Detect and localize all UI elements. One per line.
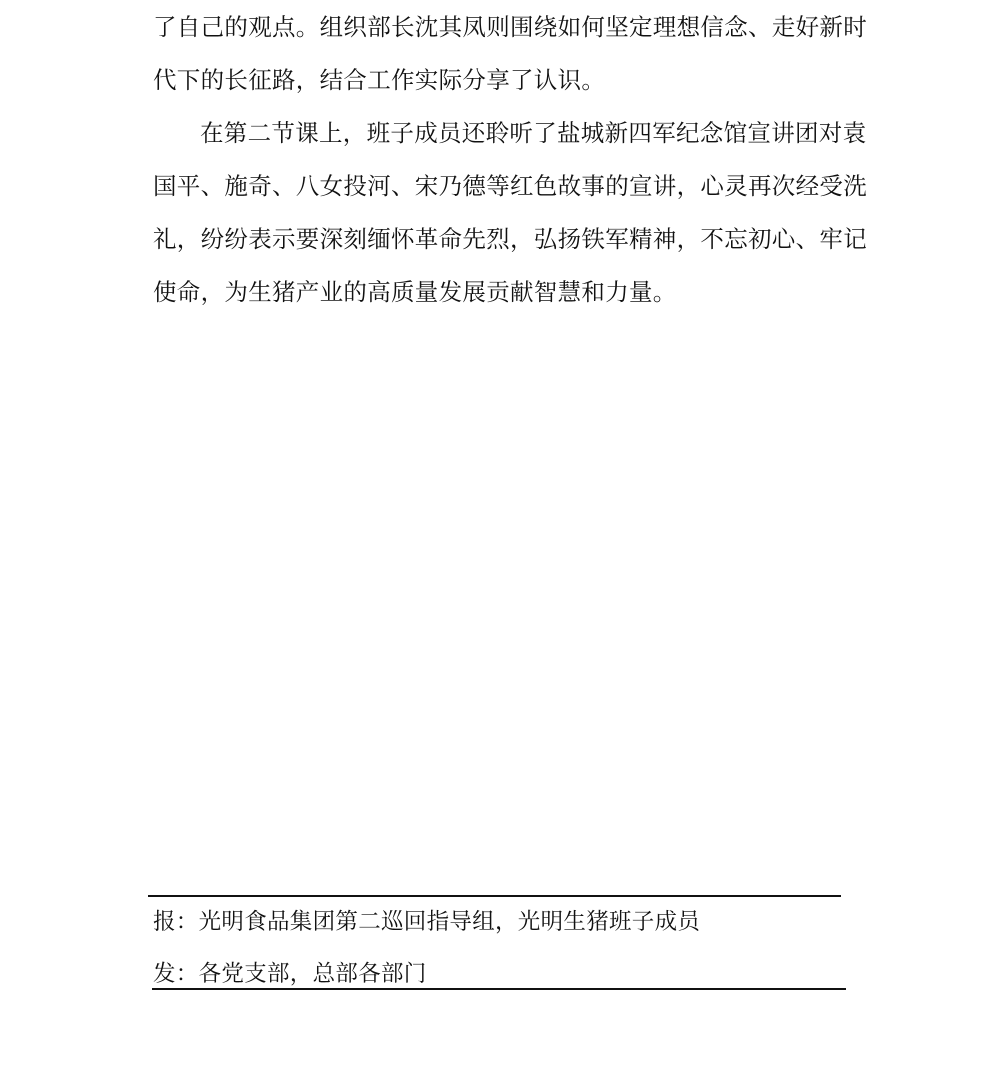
send-to-line: 发：各党支部，总部各部门 xyxy=(153,961,427,987)
report-to-line: 报：光明食品集团第二巡回指导组，光明生猪班子成员 xyxy=(153,909,701,935)
paragraph-line: 国平、施奇、八女投河、宋乃德等红色故事的宣讲，心灵再次经受洗 xyxy=(153,172,867,200)
footer-top-rule xyxy=(148,895,841,897)
paragraph-line: 代下的长征路，结合工作实际分享了认识。 xyxy=(153,66,606,94)
paragraph-line: 使命，为生猪产业的高质量发展贡献智慧和力量。 xyxy=(153,278,677,306)
paragraph-line: 在第二节课上，班子成员还聆听了盐城新四军纪念馆宣讲团对袁 xyxy=(200,119,867,147)
paragraph-line: 了自己的观点。组织部长沈其凤则围绕如何坚定理想信念、走好新时 xyxy=(153,13,867,41)
footer-bottom-rule xyxy=(152,988,846,990)
paragraph-line: 礼，纷纷表示要深刻缅怀革命先烈，弘扬铁军精神，不忘初心、牢记 xyxy=(153,225,867,253)
